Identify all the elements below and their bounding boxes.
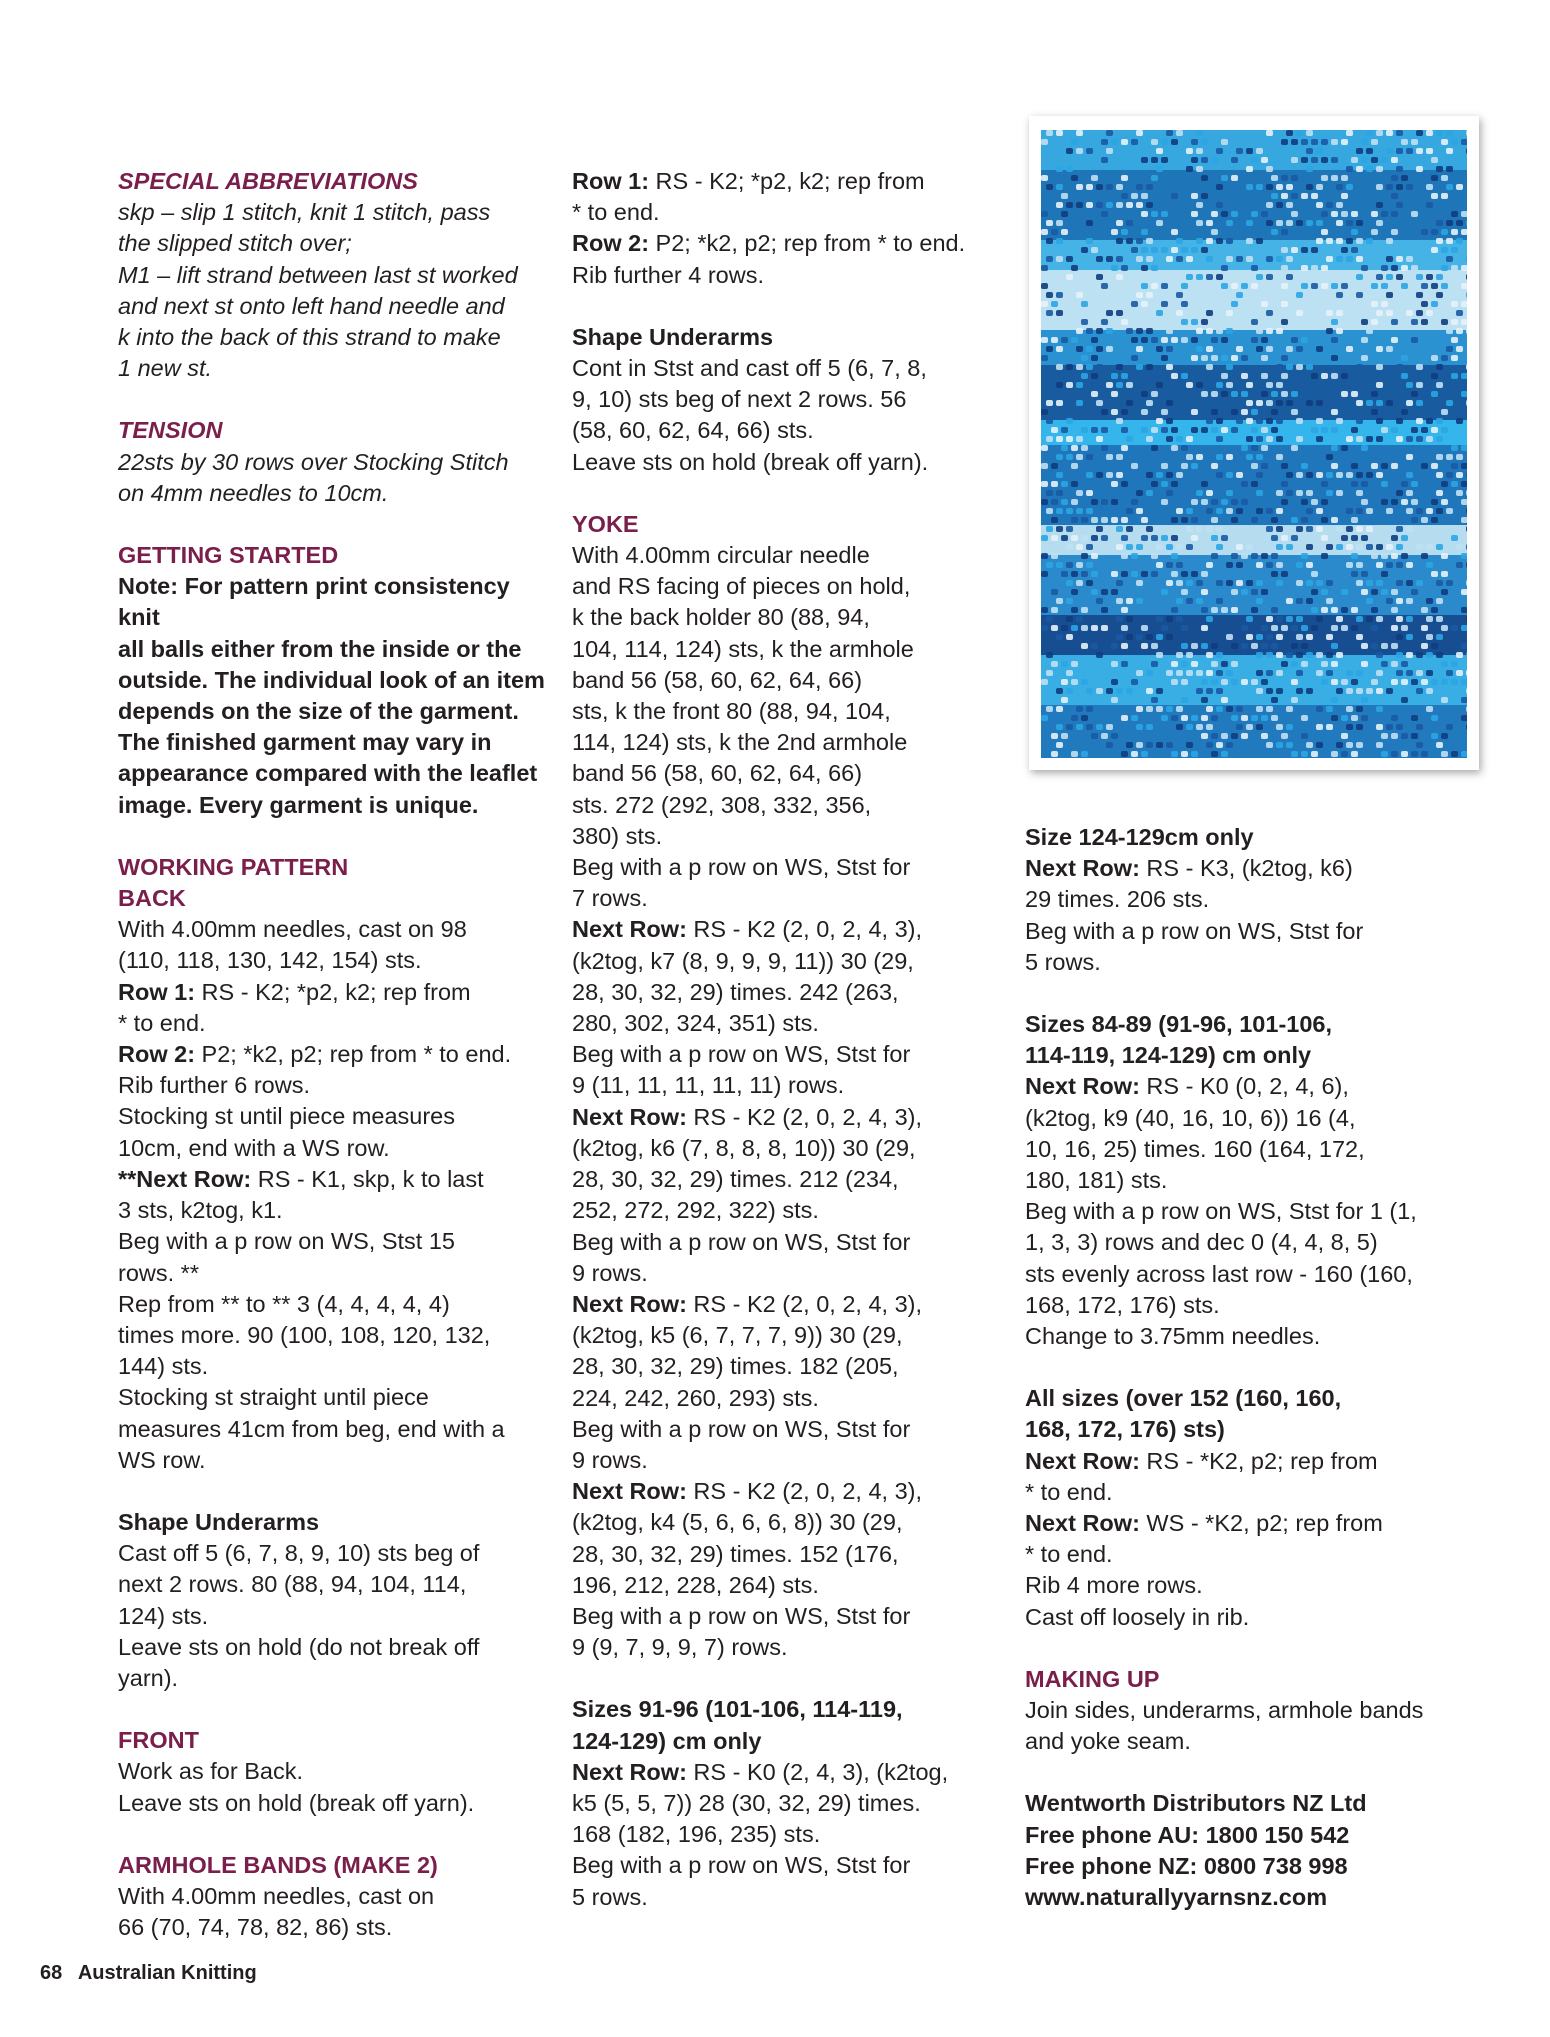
line-text: 180, 181) sts. (1025, 1167, 1168, 1194)
text-line: appearance compared with the leaflet (118, 760, 538, 787)
section (118, 1850, 558, 1944)
section (572, 509, 1012, 1664)
text-line (1025, 1165, 1445, 1196)
bold-label: 114-119, 124-129) cm only (1025, 1042, 1312, 1069)
text-line: the slipped stitch over; (118, 230, 352, 257)
text-line (1025, 947, 1445, 978)
line-text: 29 times. 206 sts. (1025, 886, 1210, 913)
text-line (1025, 1477, 1445, 1508)
line-text: k5 (5, 5, 7)) 28 (30, 32, 29) times. (572, 1789, 921, 1816)
text-line (1025, 1196, 1445, 1227)
bold-label: All sizes (over 152 (160, 160, (1025, 1385, 1342, 1412)
text-line (118, 1601, 558, 1632)
section (118, 415, 558, 509)
bold-label: Next Row: (572, 1103, 687, 1130)
line-text: rows. ** (118, 1259, 199, 1286)
text-line (572, 1383, 1012, 1414)
text-line (572, 1414, 1012, 1445)
text-line (1025, 1227, 1445, 1258)
text-line (1025, 1134, 1445, 1165)
line-text: 28, 30, 32, 29) times. 152 (176, (572, 1540, 899, 1567)
text-line: all balls either from the inside or the (118, 635, 522, 662)
text-line (118, 1756, 558, 1787)
line-text: With 4.00mm needles, cast on (118, 1882, 435, 1909)
bold-label: Row 2: (572, 230, 650, 257)
line-text: 124) sts. (118, 1602, 209, 1629)
line-text: Beg with a p row on WS, Stst for (572, 1228, 911, 1255)
text-line: and next st onto left hand needle and (118, 292, 505, 319)
line-text: 196, 212, 228, 264) sts. (572, 1571, 819, 1598)
section (572, 322, 1012, 478)
text-line (1025, 1071, 1445, 1102)
text-line: 22sts by 30 rows over Stocking Stitch (118, 448, 509, 475)
text-line (572, 1539, 1012, 1570)
text-line (118, 1912, 558, 1943)
text-line (118, 1445, 558, 1476)
bold-label: **Next Row: (118, 1165, 252, 1192)
line-text: * to end. (572, 199, 660, 226)
section-heading: MAKING UP (1025, 1665, 1160, 1692)
section-heading: ARMHOLE BANDS (MAKE 2) (118, 1851, 438, 1878)
text-line (572, 758, 1012, 789)
bold-label: Next Row: (1025, 855, 1140, 882)
text-line (1025, 916, 1445, 947)
bold-label: Next Row: (1025, 1073, 1140, 1100)
text-line (118, 1788, 558, 1819)
line-text: RS - K0 (0, 2, 4, 6), (1139, 1073, 1349, 1100)
text-line (1025, 1820, 1445, 1851)
text-line (1025, 1103, 1445, 1134)
text-line (118, 1320, 558, 1351)
line-text: Leave sts on hold (do not break off (118, 1633, 480, 1660)
text-line (1025, 1539, 1445, 1570)
line-text: Beg with a p row on WS, Stst for (572, 1602, 911, 1629)
line-text: 28, 30, 32, 29) times. 242 (263, (572, 978, 899, 1005)
bold-label: Next Row: (572, 1478, 687, 1505)
column-left (118, 166, 558, 1943)
line-text: Join sides, underarms, armhole bands (1025, 1697, 1424, 1724)
line-text: 9 rows. (572, 1446, 648, 1473)
bold-label: Free phone AU: 1800 150 542 (1025, 1821, 1350, 1848)
text-line (572, 1070, 1012, 1101)
text-line (118, 1382, 558, 1413)
text-line (118, 1663, 558, 1694)
text-line (572, 1320, 1012, 1351)
bold-label: Sizes 84-89 (91-96, 101-106, (1025, 1011, 1333, 1038)
bold-label: Next Row: (572, 916, 687, 943)
line-text: 9 (9, 7, 9, 9, 7) rows. (572, 1634, 788, 1661)
text-line (572, 790, 1012, 821)
line-text: 9 (11, 11, 11, 11, 11) rows. (572, 1072, 845, 1099)
section-subheading: Shape Underarms (118, 1508, 320, 1535)
line-text: sts, k the front 80 (88, 94, 104, (572, 698, 891, 725)
line-text: RS - K2; *p2, k2; rep from (195, 978, 471, 1005)
text-line (572, 1757, 1012, 1788)
section (118, 1507, 558, 1694)
bold-label: Row 2: (118, 1041, 196, 1068)
text-line: skp – slip 1 stitch, knit 1 stitch, pass (118, 199, 491, 226)
text-line (572, 1882, 1012, 1913)
text-line (572, 540, 1012, 571)
line-text: RS - K0 (2, 4, 3), (k2tog, (686, 1758, 949, 1785)
line-text: sts evenly across last row - 160 (160, (1025, 1260, 1413, 1287)
bold-label: Next Row: (572, 1290, 687, 1317)
text-line (118, 977, 558, 1008)
text-line: depends on the size of the garment. (118, 698, 519, 725)
line-text: yarn). (118, 1664, 179, 1691)
text-line (572, 571, 1012, 602)
line-text: (k2tog, k4 (5, 6, 6, 6, 8)) 30 (29, (572, 1509, 903, 1536)
text-line: image. Every garment is unique. (118, 791, 479, 818)
line-text: (k2tog, k6 (7, 8, 8, 8, 10)) 30 (29, (572, 1134, 916, 1161)
section (572, 166, 1012, 291)
bold-label: Free phone NZ: 0800 738 998 (1025, 1852, 1348, 1879)
text-line (572, 914, 1012, 945)
line-text: 28, 30, 32, 29) times. 212 (234, (572, 1166, 899, 1193)
line-text: 5 rows. (572, 1883, 648, 1910)
line-text: Leave sts on hold (break off yarn). (118, 1789, 475, 1816)
bold-label: Next Row: (1025, 1447, 1140, 1474)
text-line (572, 1507, 1012, 1538)
section (118, 166, 558, 384)
text-line (1025, 1882, 1445, 1913)
section (1025, 1664, 1445, 1758)
text-line (1025, 1570, 1445, 1601)
section-heading: TENSION (118, 417, 223, 444)
line-text: k the back holder 80 (88, 94, (572, 604, 870, 631)
text-line (572, 1788, 1012, 1819)
line-text: Rep from ** to ** 3 (4, 4, 4, 4, 4) (118, 1290, 450, 1317)
line-text: Beg with a p row on WS, Stst for (572, 1041, 911, 1068)
line-text: Beg with a p row on WS, Stst for (572, 1415, 911, 1442)
text-line (118, 1133, 558, 1164)
text-line (572, 166, 1012, 197)
line-text: P2; *k2, p2; rep from * to end. (195, 1041, 512, 1068)
line-text: Beg with a p row on WS, Stst for (572, 1852, 911, 1879)
text-line (572, 602, 1012, 633)
line-text: * to end. (1025, 1541, 1113, 1568)
text-line (118, 1258, 558, 1289)
text-line (572, 447, 1012, 478)
line-text: RS - K2 (2, 0, 2, 4, 3), (686, 1478, 922, 1505)
text-line (572, 1694, 1012, 1725)
line-text: next 2 rows. 80 (88, 94, 104, 114, (118, 1571, 467, 1598)
line-text: Change to 3.75mm needles. (1025, 1323, 1321, 1350)
text-line (572, 228, 1012, 259)
bold-label: Next Row: (1025, 1510, 1140, 1537)
line-text: and yoke seam. (1025, 1728, 1191, 1755)
line-text: RS - K3, (k2tog, k6) (1139, 855, 1353, 882)
line-text: and RS facing of pieces on hold, (572, 573, 911, 600)
text-line (118, 1881, 558, 1912)
text-line (1025, 1040, 1445, 1071)
column-right (1025, 822, 1445, 1913)
line-text: RS - K2 (2, 0, 2, 4, 3), (686, 1290, 922, 1317)
line-text: 144) sts. (118, 1353, 209, 1380)
text-line (1025, 1414, 1445, 1445)
line-text: Beg with a p row on WS, Stst for (572, 854, 911, 881)
text-line (572, 197, 1012, 228)
section-heading: WORKING PATTERN (118, 853, 349, 880)
page-footer (40, 1962, 257, 1985)
text-line (118, 1008, 558, 1039)
section-heading: YOKE (572, 510, 639, 537)
text-line (572, 1445, 1012, 1476)
line-text: times more. 90 (100, 108, 120, 132, (118, 1321, 491, 1348)
line-text: 7 rows. (572, 885, 648, 912)
line-text: (k2tog, k9 (40, 16, 10, 6)) 16 (4, (1025, 1104, 1356, 1131)
bold-label: www.naturallyyarnsnz.com (1025, 1884, 1328, 1911)
bold-label: Next Row: (572, 1758, 687, 1785)
text-line (572, 1476, 1012, 1507)
page-number: 68 (40, 1962, 63, 1984)
line-text: 252, 272, 292, 322) sts. (572, 1197, 819, 1224)
text-line (572, 634, 1012, 665)
text-line (1025, 1009, 1445, 1040)
text-line (572, 946, 1012, 977)
text-line (118, 1101, 558, 1132)
text-line: on 4mm needles to 10cm. (118, 479, 389, 506)
knitted-yoke-photo (1029, 116, 1479, 770)
line-text: 66 (70, 74, 78, 82, 86) sts. (118, 1914, 393, 1941)
line-text: Rib further 6 rows. (118, 1072, 310, 1099)
line-text: Rib 4 more rows. (1025, 1572, 1203, 1599)
text-line (572, 1008, 1012, 1039)
text-line: The finished garment may vary in (118, 729, 492, 756)
line-text: (k2tog, k5 (6, 7, 7, 7, 9)) 30 (29, (572, 1322, 903, 1349)
text-line (1025, 822, 1445, 853)
line-text: RS - K2 (2, 0, 2, 4, 3), (686, 916, 922, 943)
line-text: RS - K2; *p2, k2; rep from (649, 168, 925, 194)
line-text: * to end. (1025, 1478, 1113, 1505)
text-line (572, 696, 1012, 727)
text-line (572, 821, 1012, 852)
fair-isle-pattern-image (1041, 130, 1467, 758)
line-text: 280, 302, 324, 351) sts. (572, 1010, 819, 1037)
line-text: Stocking st until piece measures (118, 1103, 455, 1130)
text-line (572, 727, 1012, 758)
text-line (1025, 1290, 1445, 1321)
text-line (572, 883, 1012, 914)
line-text: band 56 (58, 60, 62, 64, 66) (572, 666, 863, 693)
bold-label: 168, 172, 176) sts) (1025, 1416, 1225, 1443)
text-line (572, 1227, 1012, 1258)
bold-label: 124-129) cm only (572, 1727, 762, 1754)
section-subheading: Shape Underarms (572, 323, 774, 350)
text-line (118, 914, 558, 945)
text-line: outside. The individual look of an item (118, 666, 545, 693)
text-line (572, 260, 1012, 291)
line-text: Work as for Back. (118, 1758, 304, 1785)
section (1025, 1788, 1445, 1913)
line-text: RS - K2 (2, 0, 2, 4, 3), (686, 1103, 922, 1130)
text-line (572, 1102, 1012, 1133)
line-text: 5 rows. (1025, 948, 1101, 975)
text-line (572, 1164, 1012, 1195)
line-text: 10, 16, 25) times. 160 (164, 172, (1025, 1135, 1365, 1162)
text-line (1025, 884, 1445, 915)
line-text: Beg with a p row on WS, Stst for 1 (1, (1025, 1198, 1417, 1225)
magazine-name: Australian Knitting (77, 1962, 257, 1984)
line-text: Beg with a p row on WS, Stst 15 (118, 1228, 455, 1255)
section (1025, 822, 1445, 978)
line-text: 168, 172, 176) sts. (1025, 1291, 1220, 1318)
text-line (1025, 1508, 1445, 1539)
line-text: 380) sts. (572, 822, 663, 849)
bold-label: Size 124-129cm only (1025, 824, 1254, 850)
bold-label: Wentworth Distributors NZ Ltd (1025, 1790, 1367, 1817)
line-text: (110, 118, 130, 142, 154) sts. (118, 947, 422, 974)
text-line (118, 1632, 558, 1663)
line-text: 9 rows. (572, 1259, 648, 1286)
text-line (572, 1289, 1012, 1320)
section (118, 1725, 558, 1819)
line-text: 28, 30, 32, 29) times. 182 (205, (572, 1353, 899, 1380)
line-text: 224, 242, 260, 293) sts. (572, 1384, 819, 1411)
line-text: (k2tog, k7 (8, 9, 9, 9, 11)) 30 (29, (572, 947, 914, 974)
line-text: 168 (182, 196, 235) sts. (572, 1821, 821, 1848)
text-line (118, 1195, 558, 1226)
text-line (118, 1538, 558, 1569)
section (1025, 1009, 1445, 1352)
text-line (1025, 1446, 1445, 1477)
text-line (572, 1601, 1012, 1632)
line-text: RS - *K2, p2; rep from (1139, 1447, 1378, 1474)
line-text: Cast off 5 (6, 7, 8, 9, 10) sts beg of (118, 1540, 480, 1567)
section (118, 540, 558, 821)
line-text: 10cm, end with a WS row. (118, 1134, 390, 1161)
line-text: measures 41cm from beg, end with a (118, 1415, 505, 1442)
text-line (118, 1164, 558, 1195)
section (118, 852, 558, 1476)
text-line (118, 1351, 558, 1382)
text-line (572, 1195, 1012, 1226)
line-text: With 4.00mm circular needle (572, 542, 870, 569)
text-line (572, 1133, 1012, 1164)
bold-label: Sizes 91-96 (101-106, 114-119, (572, 1696, 903, 1723)
text-line (1025, 1695, 1445, 1726)
section-heading: FRONT (118, 1727, 199, 1754)
line-text: sts. 272 (292, 308, 332, 356, (572, 791, 872, 818)
line-text: 9, 10) sts beg of next 2 rows. 56 (572, 386, 907, 413)
text-line (572, 1726, 1012, 1757)
column-middle (572, 166, 1012, 1913)
text-line: k into the back of this strand to make (118, 324, 501, 351)
line-text: With 4.00mm needles, cast on 98 (118, 916, 467, 943)
text-line (1025, 1383, 1445, 1414)
line-text: Cast off loosely in rib. (1025, 1603, 1250, 1630)
bold-label: Row 1: (118, 978, 196, 1005)
text-line (572, 1258, 1012, 1289)
text-line (118, 1070, 558, 1101)
line-text: 104, 114, 124) sts, k the armhole (572, 635, 914, 662)
line-text: 114, 124) sts, k the 2nd armhole (572, 729, 908, 756)
line-text: 1, 3, 3) rows and dec 0 (4, 4, 8, 5) (1025, 1229, 1378, 1256)
line-text: RS - K1, skp, k to last (251, 1165, 484, 1192)
text-line (118, 1289, 558, 1320)
text-line (572, 415, 1012, 446)
text-line (1025, 1851, 1445, 1882)
text-line (1025, 1726, 1445, 1757)
line-text: Stocking st straight until piece (118, 1384, 429, 1411)
text-line (1025, 1602, 1445, 1633)
text-line (572, 852, 1012, 883)
text-line (118, 1039, 558, 1070)
text-line (572, 665, 1012, 696)
line-text: WS - *K2, p2; rep from (1139, 1510, 1383, 1537)
line-text: WS row. (118, 1446, 206, 1473)
section (1025, 1383, 1445, 1633)
text-line (1025, 853, 1445, 884)
text-line (572, 1850, 1012, 1881)
line-text: 3 sts, k2tog, k1. (118, 1197, 283, 1224)
text-line (1025, 1321, 1445, 1352)
line-text: Cont in Stst and cast off 5 (6, 7, 8, (572, 355, 927, 382)
text-line: M1 – lift strand between last st worked (118, 261, 518, 288)
line-text: Beg with a p row on WS, Stst for (1025, 917, 1364, 944)
text-line (572, 977, 1012, 1008)
bold-label: Row 1: (572, 168, 650, 194)
text-line (572, 1570, 1012, 1601)
line-text: Leave sts on hold (break off yarn). (572, 448, 929, 475)
line-text: * to end. (118, 1009, 206, 1036)
line-text: band 56 (58, 60, 62, 64, 66) (572, 760, 863, 787)
text-line: 1 new st. (118, 355, 213, 382)
text-line: Note: For pattern print consistency knit (118, 573, 510, 631)
text-line (118, 1569, 558, 1600)
text-line (572, 1351, 1012, 1382)
text-line (118, 945, 558, 976)
text-line (1025, 1259, 1445, 1290)
section-heading: SPECIAL ABBREVIATIONS (118, 168, 418, 194)
text-line (572, 1039, 1012, 1070)
line-text: P2; *k2, p2; rep from * to end. (649, 230, 966, 257)
section-heading: GETTING STARTED (118, 542, 339, 569)
line-text: (58, 60, 62, 64, 66) sts. (572, 417, 814, 444)
text-line (118, 1414, 558, 1445)
text-line (572, 1632, 1012, 1663)
text-line (572, 1819, 1012, 1850)
line-text: Rib further 4 rows. (572, 261, 764, 288)
section (572, 1694, 1012, 1912)
text-line (118, 1226, 558, 1257)
text-line (572, 353, 1012, 384)
text-line (572, 384, 1012, 415)
text-line (1025, 1788, 1445, 1819)
section-subheading: BACK (118, 885, 186, 912)
